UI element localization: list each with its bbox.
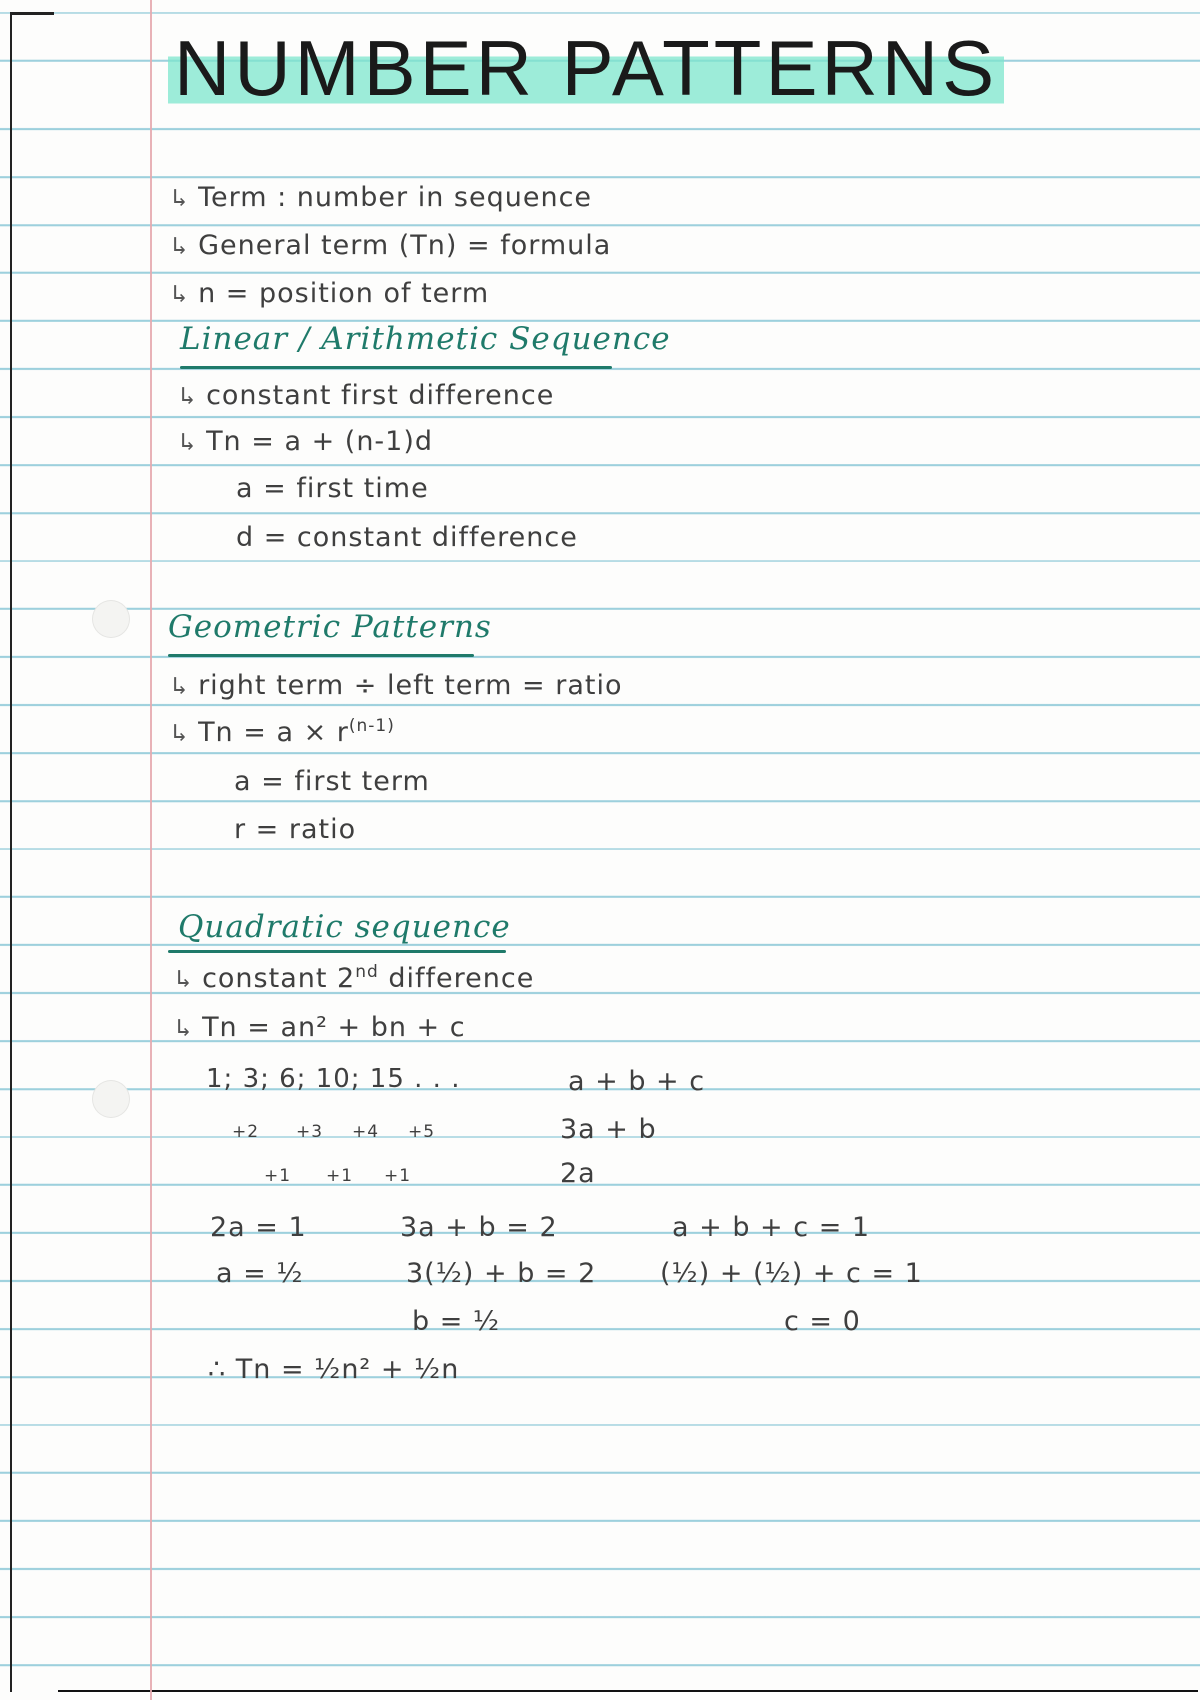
equation-rhs: a + b + c: [568, 1066, 706, 1097]
arrow-icon: ↳: [172, 718, 189, 747]
first-difference: +5: [408, 1122, 436, 1142]
arrow-icon: ↳: [172, 671, 189, 700]
geometric-heading: Geometric Patterns: [168, 609, 492, 645]
working-step: c = 0: [784, 1306, 861, 1337]
working-step: 2a = 1: [210, 1212, 307, 1243]
margin-line: [150, 0, 152, 1700]
linear-heading: Linear / Arithmetic Sequence: [180, 321, 671, 357]
first-difference: +4: [352, 1122, 380, 1142]
heading-underline: [168, 950, 506, 953]
punch-hole: [92, 1080, 130, 1118]
arrow-icon: ↳: [172, 279, 189, 308]
arrow-icon: ↳: [180, 381, 197, 410]
sequence-terms: 1; 3; 6; 10; 15 . . .: [206, 1064, 461, 1094]
intro-line: ↳ n = position of term: [172, 278, 490, 309]
heading-underline: [180, 366, 612, 369]
first-difference: +2: [232, 1122, 260, 1142]
quadratic-point: ↳ Tn = an² + bn + c: [176, 1012, 466, 1043]
linear-def: d = constant difference: [236, 522, 578, 553]
page-edge: [58, 1690, 1198, 1692]
second-difference: +1: [264, 1166, 292, 1186]
quadratic-point: ↳ constant 2nd difference: [176, 962, 535, 994]
equation-rhs: 2a: [560, 1158, 596, 1189]
geometric-def: a = first term: [234, 766, 430, 797]
arrow-icon: ↳: [172, 183, 189, 212]
geometric-point: ↳ right term ÷ left term = ratio: [172, 670, 623, 701]
working-step: 3(½) + b = 2: [406, 1258, 597, 1289]
page-edge: [10, 12, 54, 15]
working-step: a = ½: [216, 1258, 304, 1289]
intro-line: ↳ General term (Tn) = formula: [172, 230, 612, 261]
intro-line: ↳ Term : number in sequence: [172, 182, 593, 213]
punch-hole: [92, 600, 130, 638]
second-difference: +1: [384, 1166, 412, 1186]
arrow-icon: ↳: [176, 1013, 193, 1042]
geometric-def: r = ratio: [234, 814, 357, 845]
equation-rhs: 3a + b: [560, 1114, 657, 1145]
linear-point: ↳ constant first difference: [180, 380, 555, 411]
arrow-icon: ↳: [172, 231, 189, 260]
linear-point: ↳ Tn = a + (n-1)d: [180, 426, 434, 457]
linear-def: a = first time: [236, 473, 429, 504]
arrow-icon: ↳: [176, 964, 193, 993]
geometric-point: ↳ $Tn = a \times r^{(n-1)}$: [172, 716, 395, 748]
second-difference: +1: [326, 1166, 354, 1186]
working-step: 3a + b = 2: [400, 1212, 558, 1243]
first-difference: +3: [296, 1122, 324, 1142]
conclusion: ∴ Tn = ½n² + ½n: [208, 1354, 460, 1385]
quadratic-heading: Quadratic sequence: [178, 909, 511, 945]
working-step: (½) + (½) + c = 1: [660, 1258, 923, 1289]
working-step: a + b + c = 1: [672, 1212, 871, 1243]
page-edge: [10, 12, 12, 1692]
page-title: NUMBER PATTERNS: [168, 28, 1004, 110]
arrow-icon: ↳: [180, 427, 197, 456]
heading-underline: [168, 654, 474, 657]
working-step: b = ½: [412, 1306, 501, 1337]
